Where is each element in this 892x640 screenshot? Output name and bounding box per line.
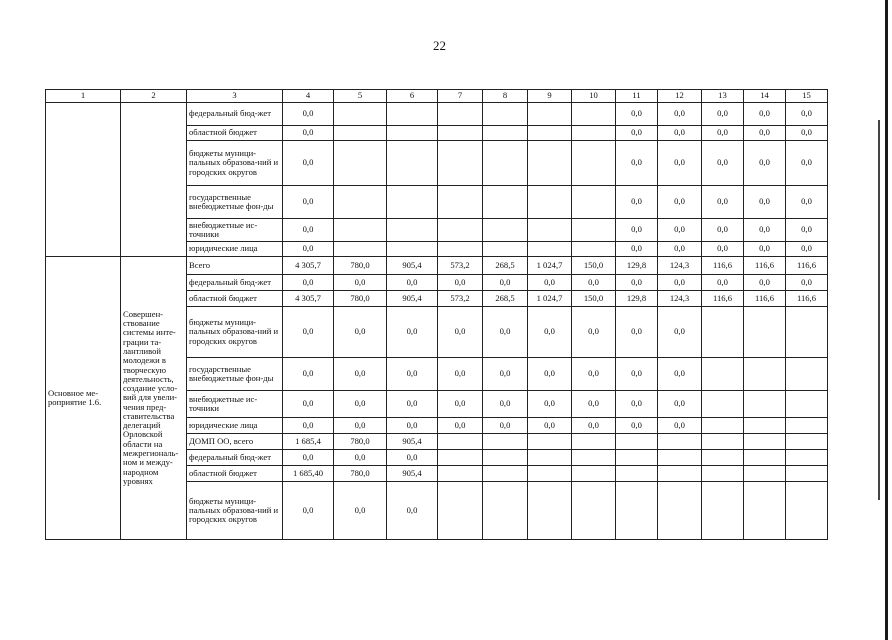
value-cell: 0,0 bbox=[387, 482, 438, 540]
description-cell bbox=[121, 103, 187, 257]
value-cell bbox=[572, 103, 616, 126]
value-cell: 0,0 bbox=[744, 275, 786, 291]
value-cell: 0,0 bbox=[438, 275, 483, 291]
value-cell bbox=[334, 103, 387, 126]
value-cell: 4 305,7 bbox=[283, 291, 334, 307]
funding-source-cell: бюджеты муници-пальных образова-ний и городских округов bbox=[187, 307, 283, 358]
value-cell bbox=[786, 418, 828, 434]
value-cell bbox=[744, 391, 786, 418]
value-cell: 780,0 bbox=[334, 466, 387, 482]
value-cell: 0,0 bbox=[744, 126, 786, 141]
value-cell bbox=[786, 466, 828, 482]
value-cell: 116,6 bbox=[702, 291, 744, 307]
value-cell bbox=[572, 434, 616, 450]
value-cell: 780,0 bbox=[334, 291, 387, 307]
value-cell: 0,0 bbox=[283, 186, 334, 219]
value-cell bbox=[702, 482, 744, 540]
value-cell bbox=[572, 466, 616, 482]
value-cell: 0,0 bbox=[528, 358, 572, 391]
value-cell: 0,0 bbox=[283, 450, 334, 466]
value-cell: 0,0 bbox=[572, 307, 616, 358]
value-cell bbox=[572, 450, 616, 466]
value-cell: 0,0 bbox=[483, 307, 528, 358]
value-cell: 0,0 bbox=[702, 103, 744, 126]
funding-source-cell: государственные внебюджетные фон-ды bbox=[187, 358, 283, 391]
funding-source-cell: федеральный бюд-жет bbox=[187, 450, 283, 466]
value-cell: 0,0 bbox=[786, 141, 828, 186]
value-cell bbox=[483, 219, 528, 242]
description-cell: Совершен-ствование системы инте-грации та-лантливой молодежи в творческую деятельность, создание усло-вий для увели-чения пред-ставительства делегаций Орловской области на межрегиональ-ном и между-народном уровнях bbox=[121, 257, 187, 540]
value-cell: 0,0 bbox=[283, 242, 334, 257]
funding-source-cell: юридические лица bbox=[187, 242, 283, 257]
value-cell: 0,0 bbox=[483, 391, 528, 418]
budget-table bbox=[45, 89, 828, 540]
funding-source-cell: федеральный бюд-жет bbox=[187, 103, 283, 126]
value-cell: 0,0 bbox=[658, 358, 702, 391]
value-cell: 0,0 bbox=[438, 418, 483, 434]
value-cell: 0,0 bbox=[283, 219, 334, 242]
value-cell: 0,0 bbox=[658, 103, 702, 126]
value-cell: 0,0 bbox=[744, 242, 786, 257]
value-cell bbox=[334, 219, 387, 242]
scan-edge-mark-inner bbox=[878, 120, 880, 500]
value-cell: 0,0 bbox=[616, 219, 658, 242]
value-cell bbox=[744, 482, 786, 540]
value-cell bbox=[658, 466, 702, 482]
value-cell bbox=[528, 126, 572, 141]
value-cell: 0,0 bbox=[616, 418, 658, 434]
value-cell: 573,2 bbox=[438, 291, 483, 307]
value-cell: 905,4 bbox=[387, 466, 438, 482]
funding-source-cell: федеральный бюд-жет bbox=[187, 275, 283, 291]
value-cell: 0,0 bbox=[616, 307, 658, 358]
value-cell: 0,0 bbox=[616, 358, 658, 391]
value-cell bbox=[387, 219, 438, 242]
column-header: 15 bbox=[786, 90, 828, 103]
value-cell bbox=[786, 391, 828, 418]
value-cell: 116,6 bbox=[744, 291, 786, 307]
value-cell bbox=[438, 219, 483, 242]
page-number: 22 bbox=[433, 38, 446, 53]
column-header: 13 bbox=[702, 90, 744, 103]
value-cell bbox=[528, 450, 572, 466]
value-cell bbox=[438, 434, 483, 450]
value-cell bbox=[528, 103, 572, 126]
value-cell: 0,0 bbox=[528, 391, 572, 418]
value-cell bbox=[572, 186, 616, 219]
value-cell: 0,0 bbox=[786, 126, 828, 141]
column-header: 4 bbox=[283, 90, 334, 103]
value-cell bbox=[658, 450, 702, 466]
value-cell bbox=[572, 482, 616, 540]
value-cell: 116,6 bbox=[786, 257, 828, 275]
value-cell: 0,0 bbox=[658, 141, 702, 186]
value-cell: 124,3 bbox=[658, 257, 702, 275]
value-cell bbox=[483, 186, 528, 219]
value-cell: 0,0 bbox=[786, 242, 828, 257]
value-cell: 116,6 bbox=[702, 257, 744, 275]
value-cell: 905,4 bbox=[387, 434, 438, 450]
funding-source-cell: областной бюджет bbox=[187, 126, 283, 141]
value-cell: 0,0 bbox=[744, 186, 786, 219]
value-cell: 0,0 bbox=[283, 358, 334, 391]
funding-source-cell: Всего bbox=[187, 257, 283, 275]
value-cell bbox=[702, 358, 744, 391]
value-cell: 905,4 bbox=[387, 291, 438, 307]
funding-source-cell: юридические лица bbox=[187, 418, 283, 434]
value-cell bbox=[744, 418, 786, 434]
value-cell: 268,5 bbox=[483, 291, 528, 307]
value-cell: 780,0 bbox=[334, 434, 387, 450]
value-cell bbox=[702, 307, 744, 358]
column-header: 12 bbox=[658, 90, 702, 103]
value-cell bbox=[702, 434, 744, 450]
scan-edge-mark bbox=[885, 0, 888, 640]
value-cell bbox=[616, 466, 658, 482]
value-cell: 0,0 bbox=[387, 307, 438, 358]
value-cell: 1 024,7 bbox=[528, 257, 572, 275]
header-row bbox=[46, 90, 828, 103]
value-cell: 0,0 bbox=[483, 275, 528, 291]
value-cell bbox=[387, 186, 438, 219]
value-cell: 0,0 bbox=[283, 275, 334, 291]
column-header: 3 bbox=[187, 90, 283, 103]
value-cell: 0,0 bbox=[283, 307, 334, 358]
value-cell: 0,0 bbox=[334, 358, 387, 391]
value-cell: 0,0 bbox=[387, 358, 438, 391]
value-cell: 0,0 bbox=[283, 103, 334, 126]
value-cell: 124,3 bbox=[658, 291, 702, 307]
value-cell: 0,0 bbox=[283, 126, 334, 141]
value-cell: 129,8 bbox=[616, 257, 658, 275]
value-cell: 905,4 bbox=[387, 257, 438, 275]
value-cell: 0,0 bbox=[702, 126, 744, 141]
value-cell bbox=[334, 126, 387, 141]
funding-source-cell: бюджеты муници-пальных образова-ний и городских округов bbox=[187, 141, 283, 186]
value-cell: 0,0 bbox=[387, 450, 438, 466]
value-cell bbox=[702, 450, 744, 466]
value-cell bbox=[616, 434, 658, 450]
value-cell bbox=[572, 141, 616, 186]
value-cell bbox=[528, 466, 572, 482]
value-cell: 0,0 bbox=[786, 275, 828, 291]
value-cell: 150,0 bbox=[572, 257, 616, 275]
value-cell: 0,0 bbox=[744, 141, 786, 186]
value-cell bbox=[528, 186, 572, 219]
value-cell bbox=[438, 186, 483, 219]
value-cell bbox=[786, 307, 828, 358]
value-cell: 0,0 bbox=[438, 307, 483, 358]
value-cell: 0,0 bbox=[283, 418, 334, 434]
value-cell bbox=[572, 242, 616, 257]
column-header: 8 bbox=[483, 90, 528, 103]
value-cell: 0,0 bbox=[616, 391, 658, 418]
value-cell: 0,0 bbox=[616, 141, 658, 186]
value-cell: 4 305,7 bbox=[283, 257, 334, 275]
value-cell bbox=[572, 126, 616, 141]
value-cell bbox=[483, 141, 528, 186]
value-cell: 0,0 bbox=[744, 219, 786, 242]
value-cell: 573,2 bbox=[438, 257, 483, 275]
column-header: 11 bbox=[616, 90, 658, 103]
funding-source-cell: областной бюджет bbox=[187, 291, 283, 307]
event-cell: Основное ме-роприятие 1.6. bbox=[46, 257, 121, 540]
value-cell bbox=[334, 242, 387, 257]
value-cell bbox=[786, 434, 828, 450]
value-cell bbox=[658, 482, 702, 540]
funding-source-cell: внебюджетные ис-точники bbox=[187, 219, 283, 242]
table-body bbox=[46, 103, 828, 540]
value-cell: 0,0 bbox=[786, 186, 828, 219]
value-cell bbox=[702, 418, 744, 434]
value-cell: 0,0 bbox=[616, 126, 658, 141]
value-cell: 1 685,40 bbox=[283, 466, 334, 482]
value-cell: 0,0 bbox=[283, 141, 334, 186]
value-cell bbox=[438, 466, 483, 482]
value-cell: 780,0 bbox=[334, 257, 387, 275]
column-header: 6 bbox=[387, 90, 438, 103]
column-header: 2 bbox=[121, 90, 187, 103]
value-cell: 116,6 bbox=[786, 291, 828, 307]
value-cell bbox=[387, 242, 438, 257]
value-cell bbox=[387, 103, 438, 126]
value-cell: 0,0 bbox=[658, 242, 702, 257]
event-cell bbox=[46, 103, 121, 257]
value-cell bbox=[744, 307, 786, 358]
value-cell bbox=[528, 482, 572, 540]
value-cell bbox=[528, 434, 572, 450]
value-cell bbox=[744, 450, 786, 466]
value-cell: 0,0 bbox=[786, 219, 828, 242]
value-cell: 0,0 bbox=[616, 275, 658, 291]
value-cell: 0,0 bbox=[658, 186, 702, 219]
value-cell: 0,0 bbox=[334, 391, 387, 418]
column-header: 1 bbox=[46, 90, 121, 103]
value-cell: 0,0 bbox=[387, 275, 438, 291]
value-cell bbox=[334, 186, 387, 219]
value-cell: 1 685,4 bbox=[283, 434, 334, 450]
value-cell bbox=[744, 358, 786, 391]
value-cell: 0,0 bbox=[658, 275, 702, 291]
value-cell bbox=[744, 434, 786, 450]
value-cell bbox=[438, 482, 483, 540]
value-cell: 1 024,7 bbox=[528, 291, 572, 307]
value-cell: 0,0 bbox=[572, 391, 616, 418]
value-cell: 0,0 bbox=[658, 307, 702, 358]
value-cell: 0,0 bbox=[334, 482, 387, 540]
value-cell bbox=[744, 466, 786, 482]
value-cell: 150,0 bbox=[572, 291, 616, 307]
value-cell: 0,0 bbox=[744, 103, 786, 126]
value-cell: 0,0 bbox=[658, 219, 702, 242]
value-cell bbox=[483, 466, 528, 482]
value-cell: 0,0 bbox=[483, 358, 528, 391]
value-cell: 0,0 bbox=[702, 219, 744, 242]
value-cell: 0,0 bbox=[483, 418, 528, 434]
value-cell: 0,0 bbox=[387, 391, 438, 418]
table-row bbox=[46, 257, 828, 275]
value-cell: 0,0 bbox=[616, 103, 658, 126]
value-cell: 0,0 bbox=[528, 418, 572, 434]
value-cell: 0,0 bbox=[616, 186, 658, 219]
value-cell bbox=[702, 391, 744, 418]
value-cell: 0,0 bbox=[572, 358, 616, 391]
funding-source-cell: государственные внебюджетные фон-ды bbox=[187, 186, 283, 219]
value-cell: 116,6 bbox=[744, 257, 786, 275]
value-cell: 0,0 bbox=[658, 391, 702, 418]
value-cell: 0,0 bbox=[702, 186, 744, 219]
value-cell: 268,5 bbox=[483, 257, 528, 275]
value-cell: 0,0 bbox=[438, 358, 483, 391]
value-cell: 0,0 bbox=[387, 418, 438, 434]
value-cell bbox=[528, 242, 572, 257]
value-cell bbox=[483, 434, 528, 450]
value-cell: 0,0 bbox=[528, 307, 572, 358]
value-cell: 0,0 bbox=[334, 307, 387, 358]
value-cell bbox=[438, 141, 483, 186]
value-cell: 0,0 bbox=[283, 391, 334, 418]
value-cell: 0,0 bbox=[658, 126, 702, 141]
value-cell: 0,0 bbox=[702, 141, 744, 186]
value-cell bbox=[702, 466, 744, 482]
value-cell: 0,0 bbox=[528, 275, 572, 291]
value-cell bbox=[528, 219, 572, 242]
value-cell bbox=[786, 482, 828, 540]
value-cell: 0,0 bbox=[334, 450, 387, 466]
column-header: 7 bbox=[438, 90, 483, 103]
value-cell bbox=[483, 450, 528, 466]
value-cell: 0,0 bbox=[658, 418, 702, 434]
value-cell bbox=[387, 141, 438, 186]
value-cell bbox=[616, 450, 658, 466]
value-cell bbox=[483, 482, 528, 540]
value-cell: 0,0 bbox=[702, 242, 744, 257]
value-cell bbox=[483, 103, 528, 126]
table-row bbox=[46, 103, 828, 126]
value-cell bbox=[572, 219, 616, 242]
value-cell bbox=[438, 126, 483, 141]
value-cell bbox=[786, 358, 828, 391]
column-header: 10 bbox=[572, 90, 616, 103]
value-cell bbox=[786, 450, 828, 466]
funding-source-cell: ДОМП ОО, всего bbox=[187, 434, 283, 450]
value-cell bbox=[658, 434, 702, 450]
funding-source-cell: внебюджетные ис-точники bbox=[187, 391, 283, 418]
value-cell bbox=[616, 482, 658, 540]
value-cell bbox=[387, 126, 438, 141]
value-cell: 0,0 bbox=[702, 275, 744, 291]
value-cell bbox=[438, 242, 483, 257]
value-cell bbox=[483, 126, 528, 141]
value-cell bbox=[438, 450, 483, 466]
value-cell: 0,0 bbox=[786, 103, 828, 126]
value-cell: 0,0 bbox=[438, 391, 483, 418]
value-cell: 0,0 bbox=[616, 242, 658, 257]
value-cell: 0,0 bbox=[572, 418, 616, 434]
column-header: 14 bbox=[744, 90, 786, 103]
funding-source-cell: областной бюджет bbox=[187, 466, 283, 482]
value-cell: 0,0 bbox=[334, 275, 387, 291]
column-header: 9 bbox=[528, 90, 572, 103]
column-header: 5 bbox=[334, 90, 387, 103]
value-cell: 0,0 bbox=[283, 482, 334, 540]
funding-source-cell: бюджеты муници-пальных образова-ний и городских округов bbox=[187, 482, 283, 540]
value-cell: 0,0 bbox=[572, 275, 616, 291]
value-cell bbox=[438, 103, 483, 126]
value-cell: 0,0 bbox=[334, 418, 387, 434]
value-cell bbox=[528, 141, 572, 186]
value-cell bbox=[334, 141, 387, 186]
value-cell: 129,8 bbox=[616, 291, 658, 307]
value-cell bbox=[483, 242, 528, 257]
